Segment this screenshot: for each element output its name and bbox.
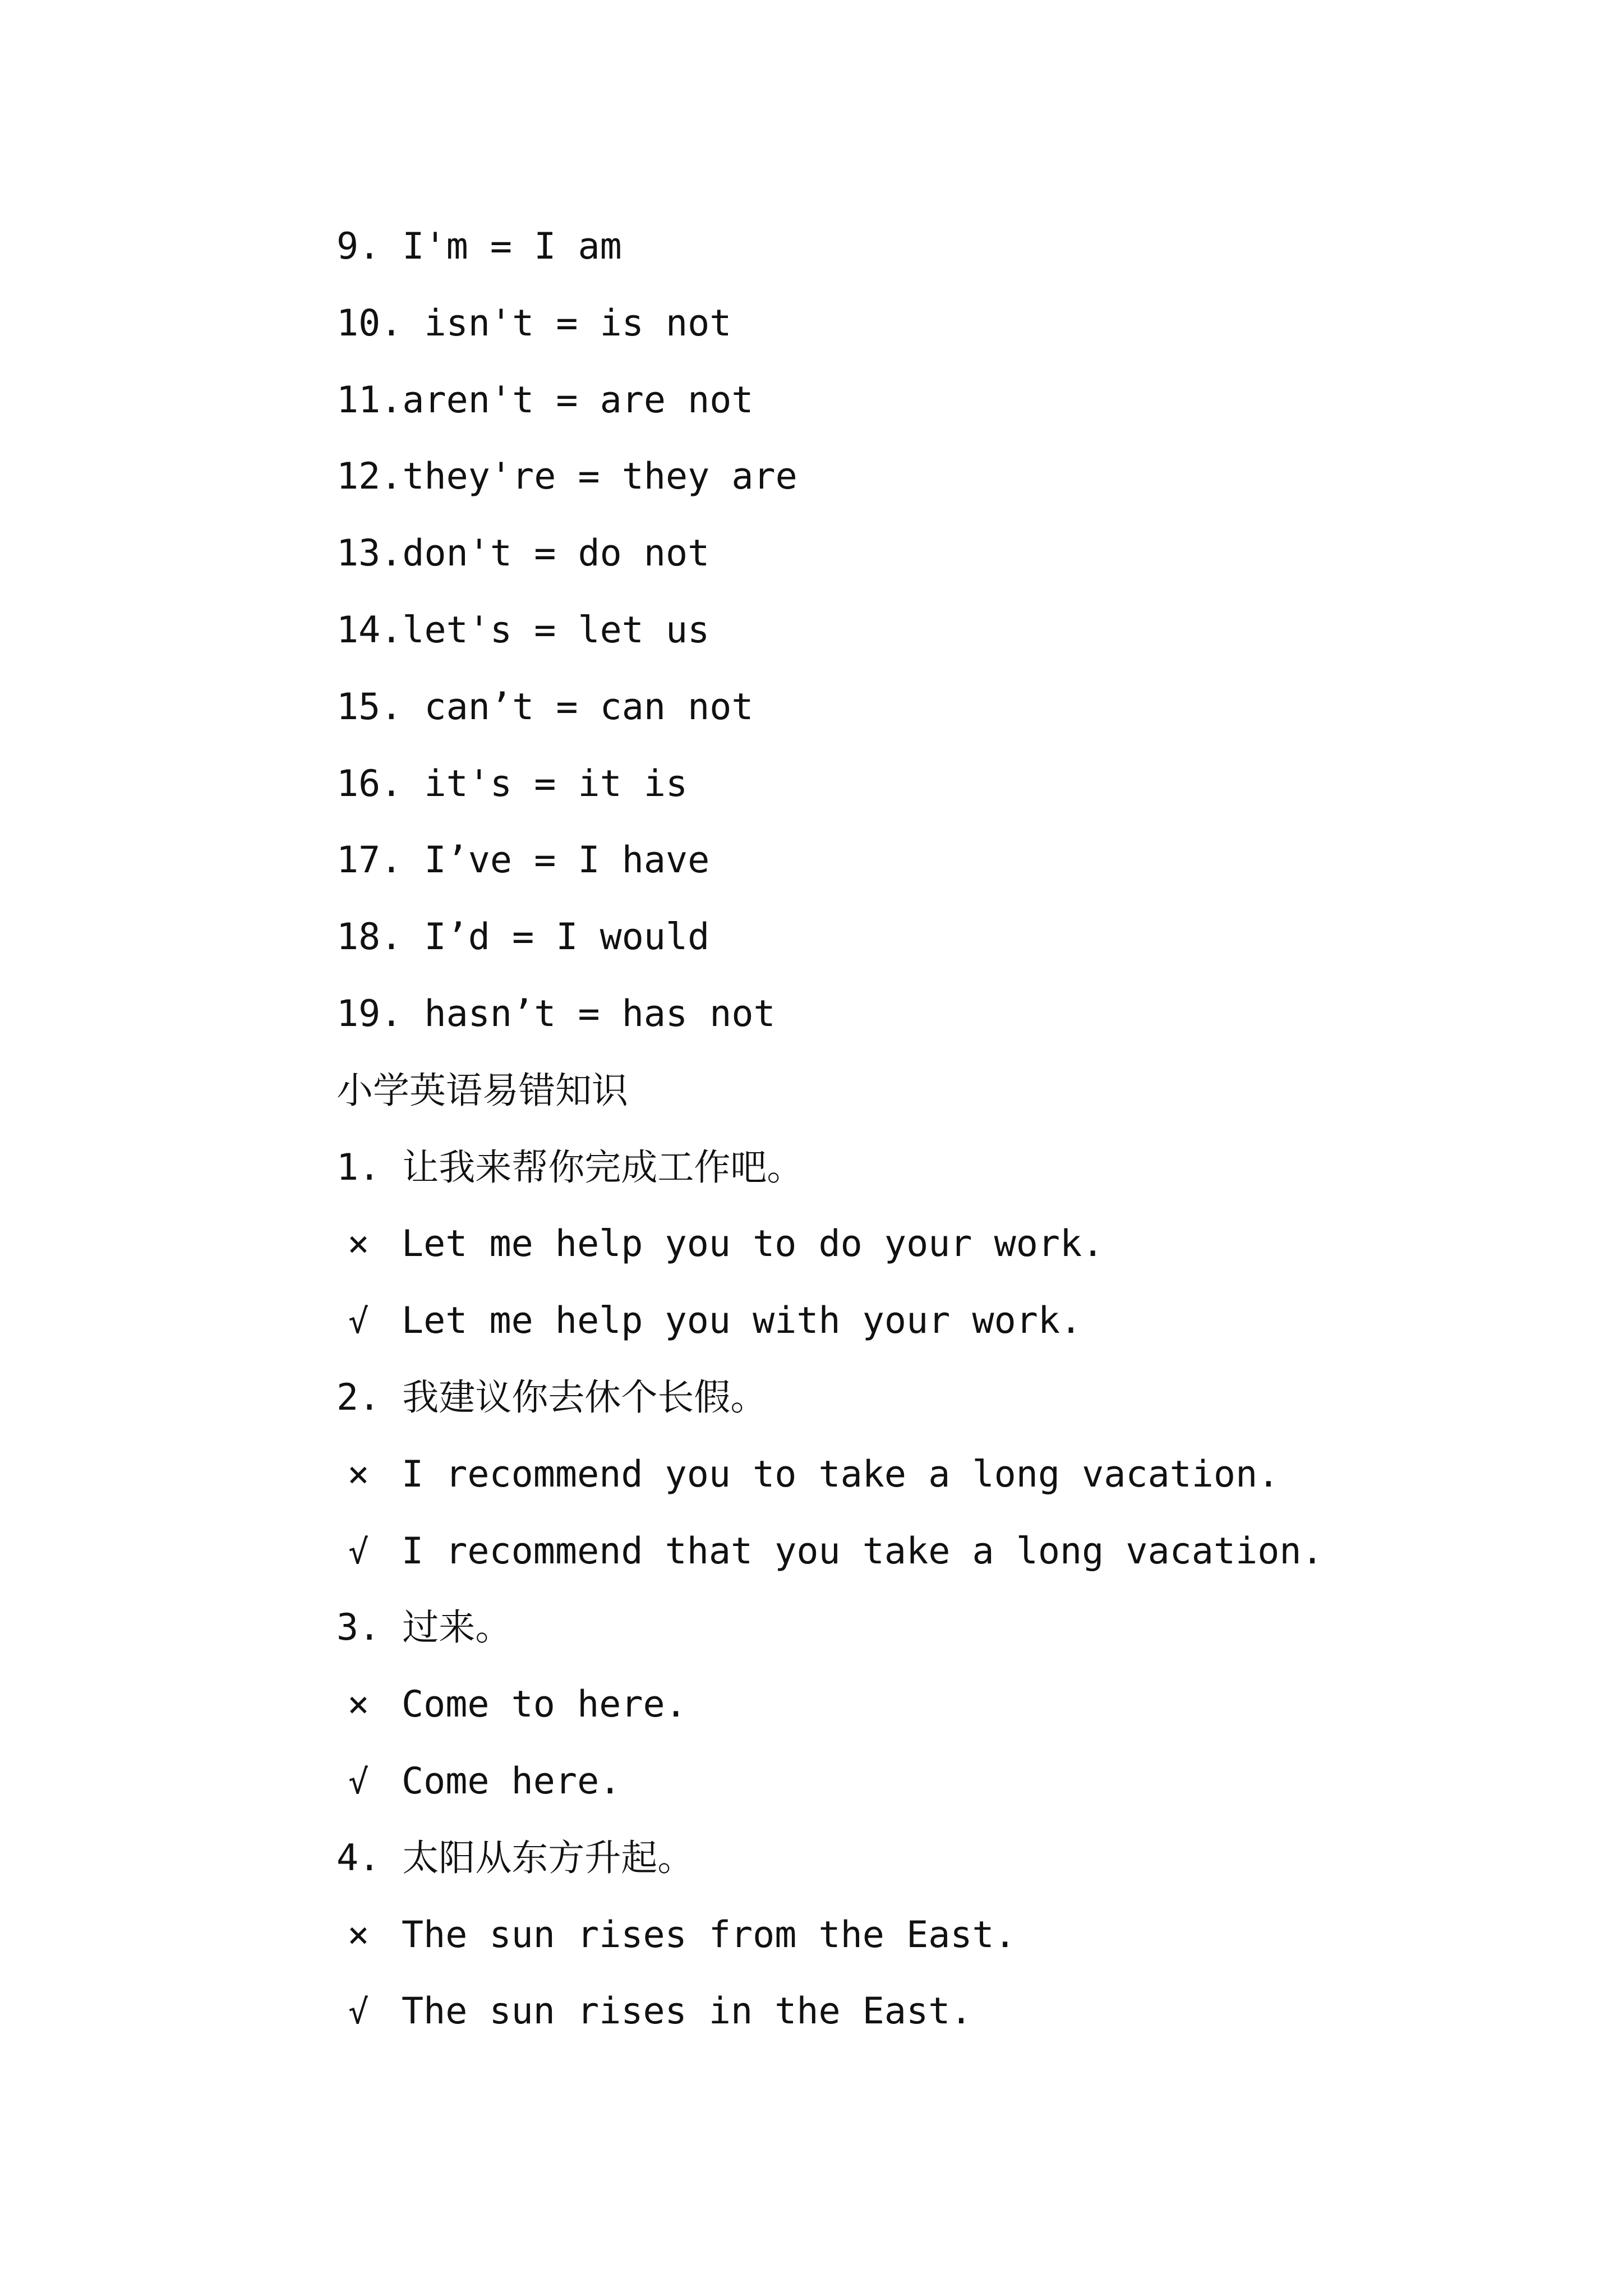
wrong-sentence-row (336, 1667, 1623, 1743)
wrong-sentence-row (336, 1437, 1623, 1513)
wrong-sentence: The sun rises from the East. (402, 1913, 1016, 1956)
wrong-sentence-row (336, 1897, 1623, 1974)
mistakes-list (336, 1130, 1623, 2051)
contraction-item: 12.they're = they are (336, 455, 797, 498)
right-sentence: Let me help you with your work. (402, 1300, 1082, 1342)
mistake-prompt: 3. 过来。 (336, 1607, 512, 1649)
check-mark-icon: √ (348, 1302, 369, 1342)
contraction-item: 17. I’ve = I have (336, 839, 710, 882)
wrong-mark-icon: × (347, 1913, 370, 1956)
right-sentence-row (336, 1513, 1623, 1590)
contractions-list (336, 209, 1623, 1053)
right-sentence-row (336, 1743, 1623, 1820)
mistake-prompt: 4. 太阳从东方升起。 (336, 1837, 694, 1879)
right-sentence-row (336, 1973, 1623, 2050)
right-sentence: I recommend that you take a long vacation. (402, 1530, 1324, 1572)
contraction-item: 15. can’t = can not (336, 685, 754, 728)
right-sentence: The sun rises in the East. (402, 1990, 972, 2033)
check-mark-icon: √ (348, 1762, 369, 1802)
contraction-item: 11.aren't = are not (336, 379, 754, 421)
contraction-item: 10. isn't = is not (336, 302, 732, 344)
contraction-item: 19. hasn’t = has not (336, 992, 776, 1035)
wrong-mark-icon: × (347, 1453, 370, 1496)
check-mark-icon: √ (348, 1993, 369, 2032)
wrong-sentence: Come to here. (402, 1683, 687, 1726)
wrong-mark-icon: × (347, 1223, 370, 1266)
contraction-item: 9. I'm = I am (336, 226, 622, 268)
contraction-item: 13.don't = do not (336, 532, 710, 575)
wrong-mark-icon: × (347, 1683, 370, 1726)
wrong-sentence: I recommend you to take a long vacation. (402, 1453, 1280, 1496)
contraction-item: 18. I’d = I would (336, 916, 710, 959)
wrong-sentence: Let me help you to do your work. (402, 1223, 1104, 1266)
right-sentence-row (336, 1283, 1623, 1360)
mistake-prompt: 2. 我建议你去休个长假。 (336, 1376, 767, 1419)
check-mark-icon: √ (348, 1532, 369, 1572)
contraction-item: 16. it's = it is (336, 762, 688, 805)
right-sentence: Come here. (402, 1760, 621, 1802)
section-title: 小学英语易错知识 (336, 1069, 629, 1112)
mistake-prompt: 1. 让我来帮你完成工作吧。 (336, 1146, 804, 1189)
wrong-sentence-row (336, 1206, 1623, 1283)
contraction-item: 14.let's = let us (336, 609, 710, 651)
